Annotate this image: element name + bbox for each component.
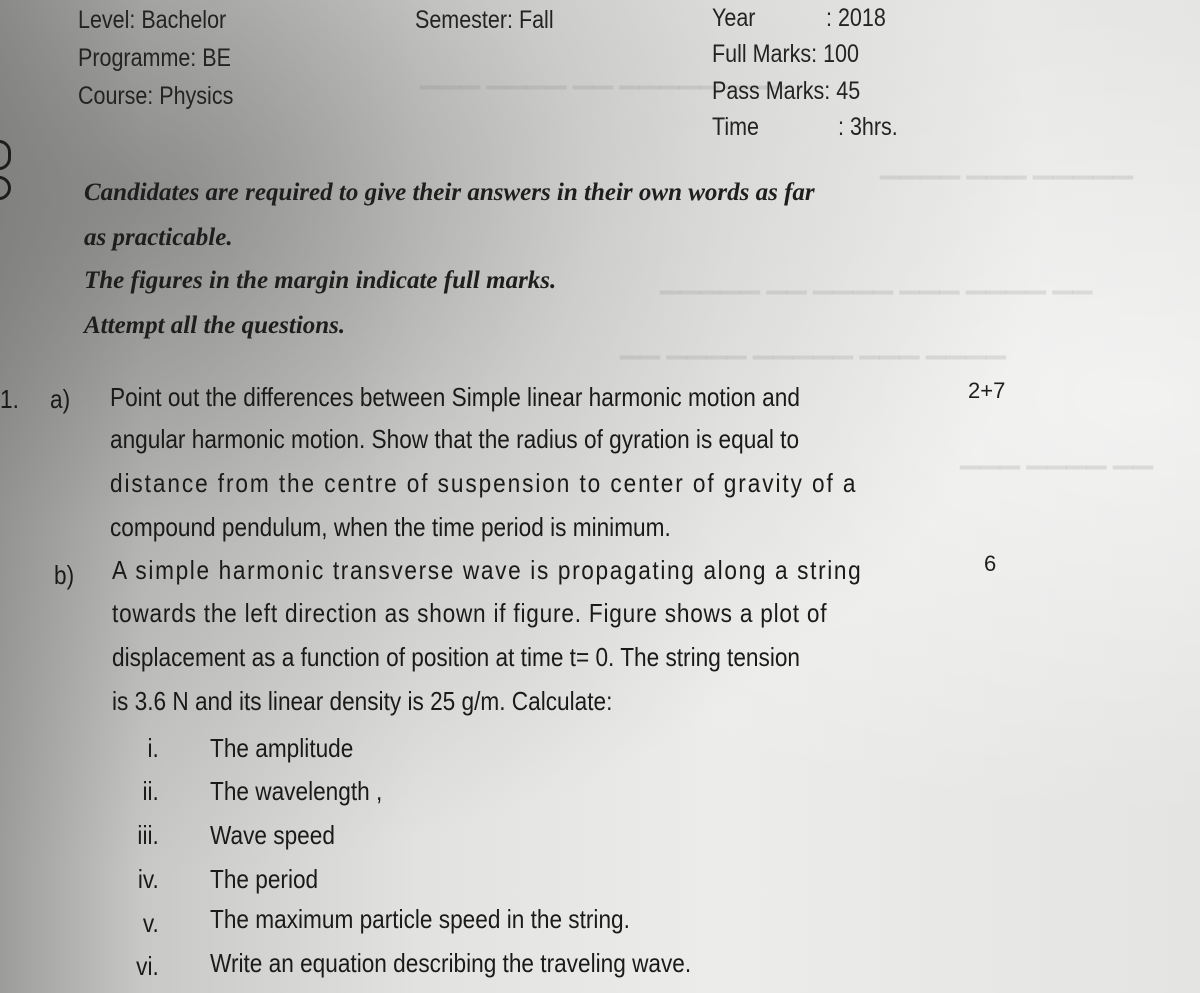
item-number: ii.	[142, 776, 159, 806]
bleed-through-texture: ▁▁▁▁ ▁▁▁ ▁▁▁▁▁	[880, 150, 1133, 179]
bleed-through-texture: ▁▁▁ ▁▁▁▁ ▁▁	[960, 440, 1153, 469]
part-a-marks: 2+7	[968, 378, 1006, 403]
instruction-line: Candidates are required to give their answers in their own words as far	[84, 179, 815, 206]
part-b-marks: 6	[984, 551, 997, 576]
year-label: Year	[712, 4, 756, 32]
part-b-line: is 3.6 N and its linear density is 25 g/m. Calculate:	[112, 686, 613, 716]
part-a-line: compound pendulum, when the time period is minimum.	[110, 512, 671, 542]
item-text: The amplitude	[210, 733, 354, 763]
item-text: Wave speed	[210, 820, 335, 850]
item-number: vi.	[136, 951, 159, 981]
time-label: Time	[712, 113, 759, 141]
bleed-through-texture: ▁▁▁▁▁ ▁▁ ▁▁▁▁ ▁▁▁ ▁▁▁▁ ▁▁	[660, 265, 1093, 294]
part-b-line: towards the left direction as shown if figure. Figure shows a plot of	[112, 598, 828, 628]
instruction-line: The figures in the margin indicate full marks.	[84, 267, 557, 294]
part-a-line: angular harmonic motion. Show that the radius of gyration is equal to	[110, 424, 800, 454]
year-value: : 2018	[826, 4, 886, 32]
programme-text: Programme: BE	[78, 44, 231, 72]
item-number: iii.	[137, 820, 159, 850]
item-number: v.	[142, 908, 159, 938]
item-number: iv.	[137, 864, 159, 894]
question-number: 1.	[0, 384, 19, 414]
bleed-through-texture: ▁▁▁ ▁▁▁▁ ▁▁ ▁▁▁▁▁ ▁▁▁	[420, 60, 786, 89]
item-text: The wavelength ,	[210, 776, 383, 806]
bleed-through-texture: ▁▁ ▁▁▁▁ ▁▁▁▁▁ ▁▁▁ ▁▁▁▁	[620, 330, 1006, 359]
pass-marks-text: Pass Marks: 45	[712, 77, 861, 105]
course-text: Course: Physics	[78, 82, 234, 110]
part-a-label: a)	[50, 384, 71, 414]
margin-bracket-mark	[0, 176, 11, 200]
instruction-line: Attempt all the questions.	[84, 312, 346, 339]
item-text: The maximum particle speed in the string.	[210, 904, 630, 934]
time-value: : 3hrs.	[838, 113, 898, 141]
part-b-label: b)	[54, 560, 75, 590]
item-text: The period	[210, 864, 319, 894]
full-marks-text: Full Marks: 100	[712, 40, 859, 68]
part-b-line: displacement as a function of position at time t= 0. The string tension	[112, 642, 801, 672]
instruction-line: as practicable.	[84, 224, 233, 251]
semester-text: Semester: Fall	[415, 6, 554, 34]
part-a-line: Point out the differences between Simple linear harmonic motion and	[110, 382, 800, 412]
part-b-line: A simple harmonic transverse wave is propagating along a string	[112, 555, 863, 585]
part-a-line: distance from the centre of suspension to center of gravity of a	[110, 468, 858, 498]
item-text: Write an equation describing the traveling wave.	[210, 948, 692, 978]
margin-bracket-mark	[0, 140, 11, 170]
level-text: Level: Bachelor	[78, 6, 227, 34]
item-number: i.	[147, 733, 159, 763]
